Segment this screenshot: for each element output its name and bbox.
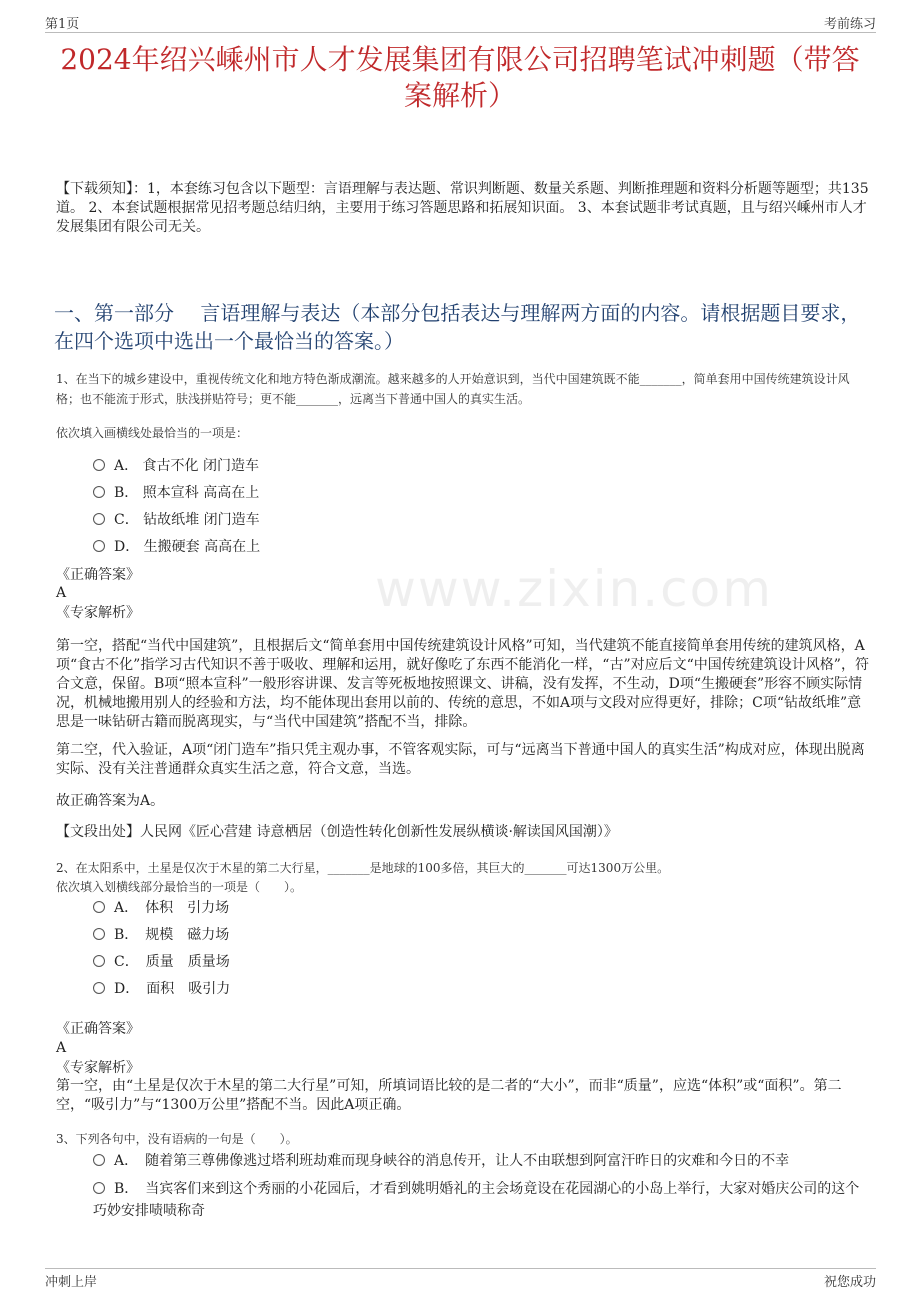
q1-analysis-label: 《专家解析》: [56, 605, 140, 621]
q1-answer-label: 《正确答案》: [56, 567, 140, 583]
question-1-stem: 1、在当下的城乡建设中，重视传统文化和地方特色渐成潮流。越来越多的人开始意识到，当代中国建筑既不能_______，简单套用中国传统建筑设计风格；也不能流于形式，肤浅拼贴符号；更不能_______，远离当下普通中国人的真实生活。: [56, 372, 850, 406]
question-1-prompt: 依次填入画横线处最恰当的一项是：: [56, 426, 249, 440]
q2-option-d[interactable]: D． 面积 吸引力: [93, 979, 230, 999]
document-title: 2024年绍兴嵊州市人才发展集团有限公司招聘笔试冲刺题（带答案解析）: [60, 43, 860, 112]
radio-icon[interactable]: [93, 982, 105, 994]
footer-left-text: 冲刺上岸: [45, 1275, 98, 1290]
q1-answer: A: [56, 585, 67, 601]
q2-answer: A: [56, 1040, 67, 1056]
q2-option-b[interactable]: B． 规模 磁力场: [93, 925, 229, 945]
footer-right-text: 祝您成功: [823, 1275, 876, 1290]
q1-analysis-para-1: 第一空，搭配“当代中国建筑”，且根据后文“简单套用中国传统建筑设计风格”可知，当代建筑不能直接简单套用传统的建筑风格，A项“食古不化”指学习古代知识不善于吸收、理解和运用，就好像吃了东西不能消化一样，“古”对应后文“中国传统建筑设计风格”，符合文意，保留。B项“照本宣科”一般形容讲课、发言等死板地按照课文、讲稿，没有发挥，不生动，D项“生搬硬套”形容不顾实际情况，机械地搬用别人的经验和方法，均不能体现出套用以前的、传统的意思，不如A项与文段对应得更好，排除；C项“钻故纸堆”意思是一味钻研古籍而脱离现实，与“当代中国建筑”搭配不当，排除。: [56, 638, 869, 730]
page-number: 第1页: [45, 17, 80, 32]
q2-option-a[interactable]: A． 体积 引力场: [93, 898, 229, 918]
q2-analysis: 第一空，由“土星是仅次于木星的第二大行星”可知，所填词语比较的是二者的“大小”，而非“质量”，应选“体积”或“面积”。第二空，“吸引力”与“1300万公里”搭配不当。因此A项正确。: [56, 1078, 842, 1113]
radio-icon[interactable]: [93, 513, 105, 525]
download-notice: 【下载须知】：1，本套练习包含以下题型：言语理解与表达题、常识判断题、数量关系题、判断推理题和资料分析题等题型；共135道。 2、本套试题根据常见招考题总结归纳，主要用于练习答题思路和拓展知识面。 3、本套试题非考试真题，且与绍兴嵊州市人才发展集团有限公司无关。: [56, 181, 869, 235]
q3-option-b[interactable]: B． 当宾客们来到这个秀丽的小花园后，才看到姚明婚礼的主会场竟设在花园湖心的小岛上举行，大家对婚庆公司的这个巧妙安排啧啧称奇: [93, 1181, 860, 1219]
header-divider: [45, 32, 876, 33]
page-header: [45, 13, 876, 33]
question-2-prompt: 依次填入划横线部分最恰当的一项是（ ）。: [56, 880, 303, 894]
radio-icon[interactable]: [93, 955, 105, 967]
header-tag: 考前练习: [823, 17, 876, 32]
radio-icon[interactable]: [93, 540, 105, 552]
q1-analysis-para-3: 故正确答案为A。: [56, 793, 165, 809]
q2-option-c[interactable]: C． 质量 质量场: [93, 952, 230, 972]
q1-option-b[interactable]: B． 照本宣科 高高在上: [93, 483, 259, 503]
q2-analysis-label: 《专家解析》: [56, 1060, 140, 1076]
q2-answer-label: 《正确答案》: [56, 1021, 140, 1037]
watermark: www.zixin.com: [375, 560, 773, 618]
q3-option-a[interactable]: A． 随着第三尊佛像逃过塔利班劫难而现身峡谷的消息传开，让人不由联想到阿富汗昨日的灾难和今日的不幸: [93, 1151, 863, 1171]
section-heading: 一、第一部分 言语理解与表达（本部分包括表达与理解两方面的内容。请根据题目要求，在四个选项中选出一个最恰当的答案。）: [54, 301, 861, 353]
q1-analysis-para-2: 第二空，代入验证，A项“闭门造车”指只凭主观办事，不管客观实际，可与“远离当下普通中国人的真实生活”构成对应，体现出脱离实际、没有关注普通群众真实生活之意，符合文意，当选。: [56, 742, 865, 777]
q1-source: 【文段出处】人民网《匠心营建 诗意栖居（创造性转化创新性发展纵横谈·解读国风国潮）》: [56, 824, 618, 840]
radio-icon[interactable]: [93, 1182, 105, 1194]
question-2-stem: 2、在太阳系中，土星是仅次于木星的第二大行星，_______是地球的100多倍，其巨大的_______可达1300万公里。: [56, 861, 670, 875]
question-3-stem: 3、下列各句中，没有语病的一句是（ ）。: [56, 1132, 298, 1146]
footer-divider: [45, 1268, 876, 1269]
radio-icon[interactable]: [93, 486, 105, 498]
q1-option-a[interactable]: A． 食古不化 闭门造车: [93, 456, 259, 476]
radio-icon[interactable]: [93, 1154, 105, 1166]
radio-icon[interactable]: [93, 928, 105, 940]
radio-icon[interactable]: [93, 459, 105, 471]
q1-option-d[interactable]: D． 生搬硬套 高高在上: [93, 537, 260, 557]
q1-option-c[interactable]: C． 钻故纸堆 闭门造车: [93, 510, 260, 530]
radio-icon[interactable]: [93, 901, 105, 913]
